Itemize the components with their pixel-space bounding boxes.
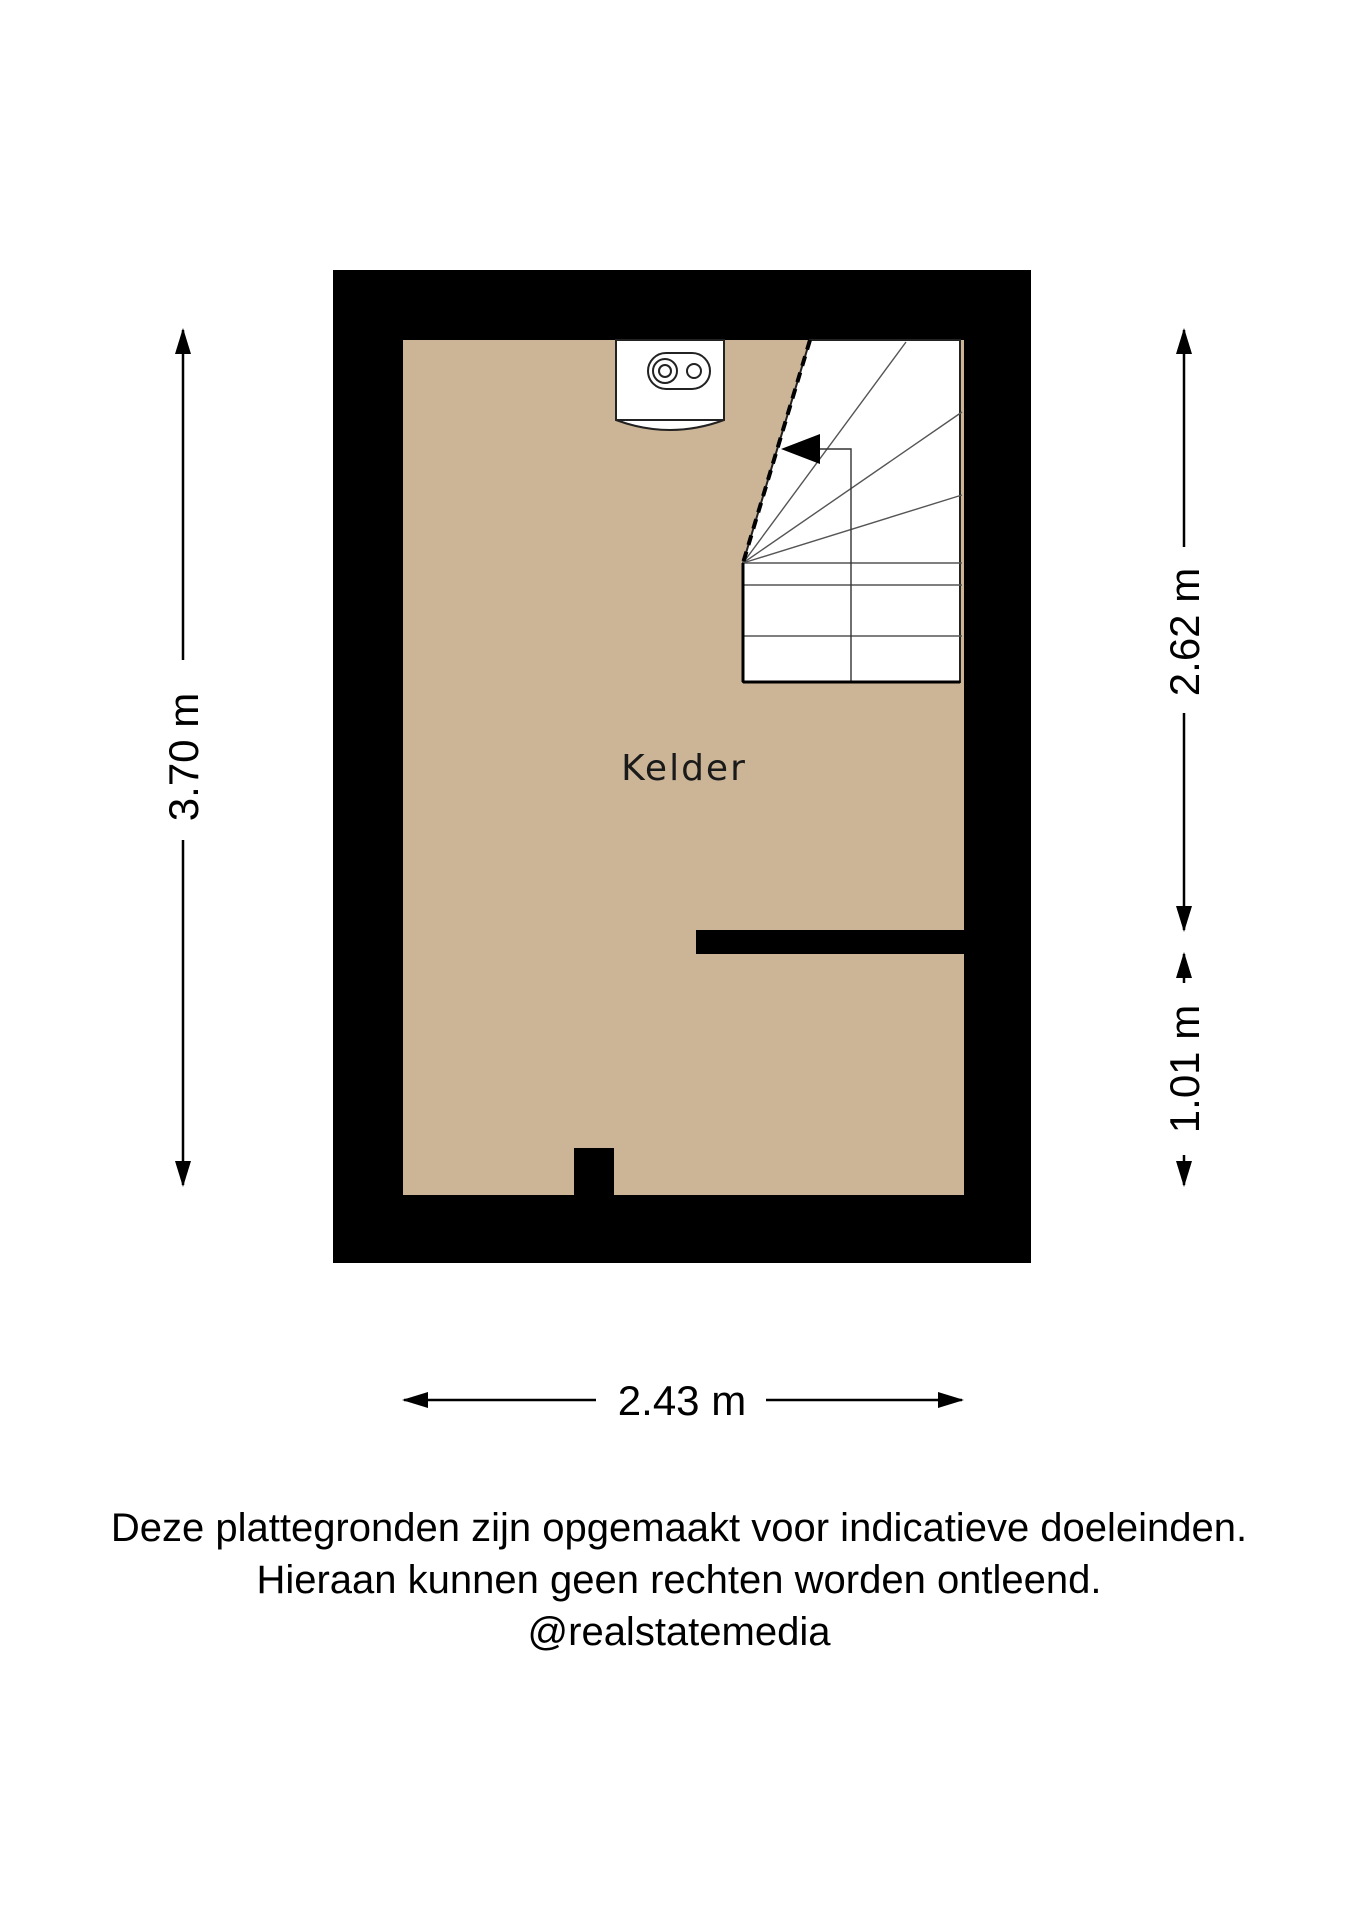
dimension-width-label: 2.43 m — [617, 1377, 747, 1424]
dimension-total-height-label: 3.70 m — [160, 692, 207, 822]
disclaimer-line-2: Hieraan kunnen geen rechten worden ontleend. — [256, 1558, 1102, 1602]
disclaimer — [0, 1502, 1358, 1658]
dimension-lower-right-height — [1161, 952, 1208, 1187]
boiler-icon — [616, 340, 724, 430]
interior-wall — [696, 930, 964, 954]
dimension-upper-right-height — [1161, 328, 1208, 932]
dimension-width — [402, 1377, 964, 1424]
disclaimer-line-3: @realstatemedia — [527, 1610, 831, 1654]
wall-stub — [574, 1148, 614, 1196]
dimension-total-height — [160, 328, 207, 1187]
disclaimer-line-1: Deze plattegronden zijn opgemaakt voor indicatieve doeleinden. — [110, 1506, 1248, 1550]
dimension-lower-right-height-label: 1.01 m — [1161, 1004, 1208, 1134]
dimension-upper-right-height-label: 2.62 m — [1161, 567, 1208, 697]
room-label: Kelder — [621, 748, 747, 789]
